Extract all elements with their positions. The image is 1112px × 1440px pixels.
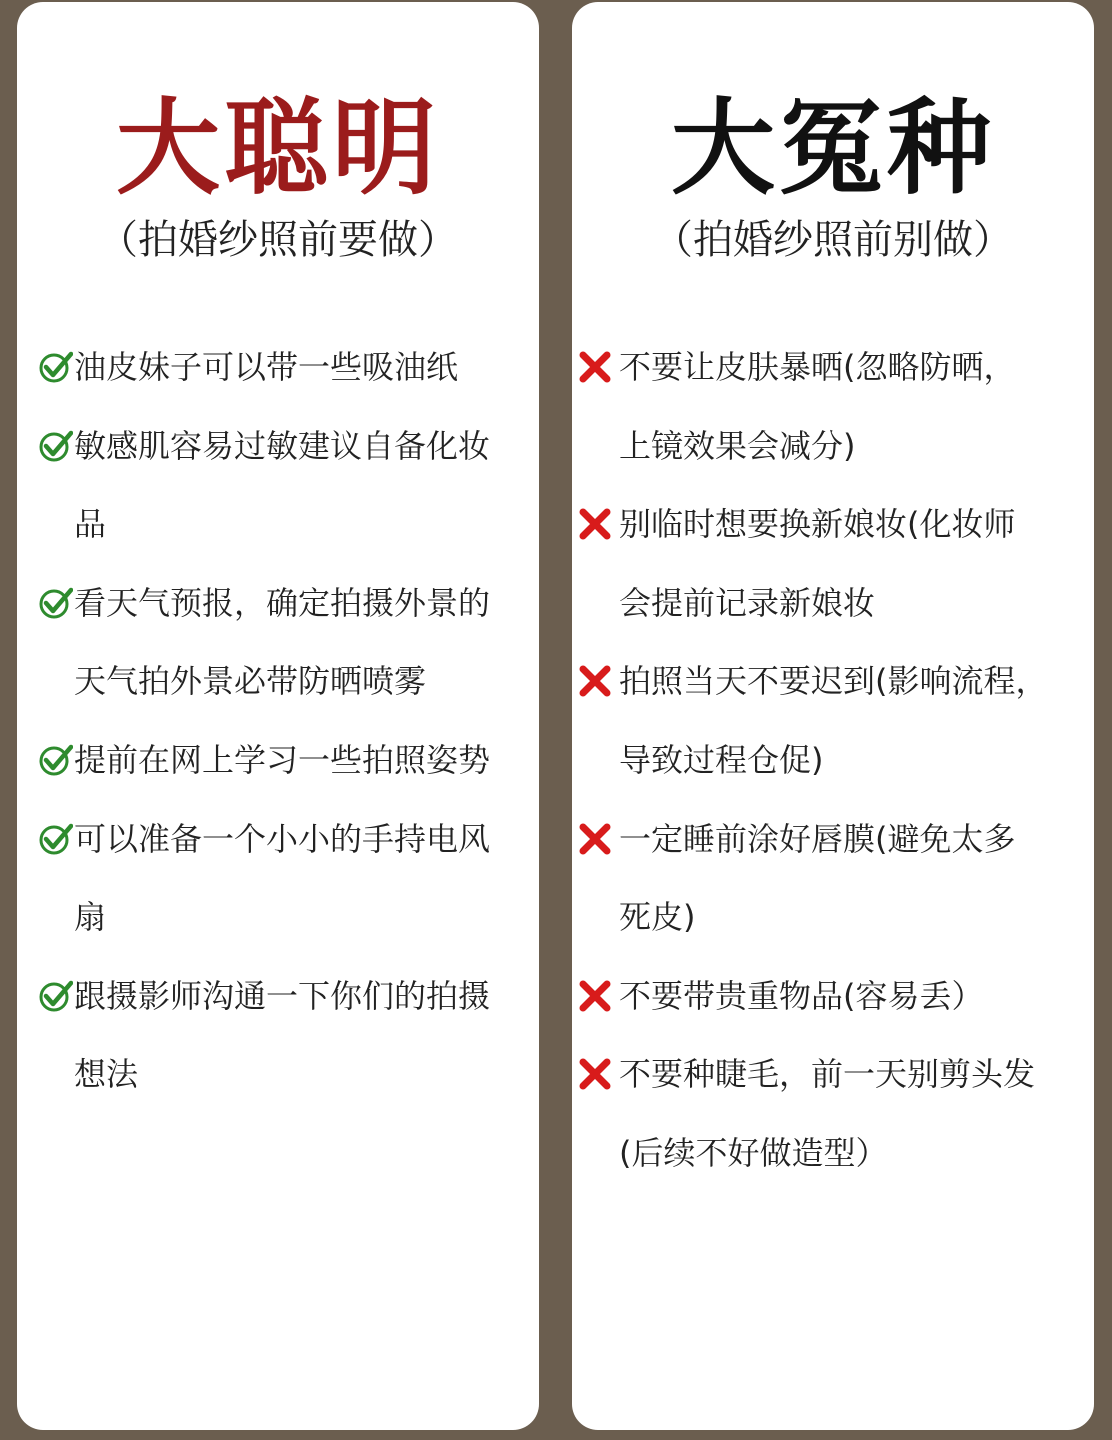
- check-icon: [39, 822, 73, 856]
- smart-item: [17, 957, 539, 1114]
- smart-item-line: 天气拍外景必带防晒喷雾: [74, 662, 427, 701]
- dont-card: [572, 2, 1094, 1430]
- smart-title: 大聪明: [115, 87, 440, 209]
- dont-list: [572, 328, 1094, 1193]
- smart-card: [17, 2, 539, 1430]
- dont-item-line: 不要带贵重物品(容易丢）: [619, 976, 984, 1015]
- smart-list: [17, 328, 539, 1114]
- smart-item: [17, 721, 539, 800]
- dont-item-line: 会提前记录新娘妆: [619, 583, 876, 622]
- cross-icon: [578, 664, 612, 698]
- smart-item: [17, 407, 539, 564]
- dont-item-line: 一定睡前涂好唇膜(避免太多: [619, 819, 1016, 858]
- smart-item-line: 想法: [74, 1055, 139, 1094]
- dont-item: [572, 957, 1094, 1036]
- check-icon: [39, 586, 73, 620]
- cross-icon: [578, 507, 612, 541]
- dont-item-line: 上镜效果会减分): [619, 426, 856, 465]
- smart-item-line: 看天气预报，确定拍摄外景的: [74, 583, 491, 622]
- dont-item-line: 别临时想要换新娘妆(化妆师: [619, 505, 1016, 544]
- smart-item-line: 跟摄影师沟通一下你们的拍摄: [74, 976, 491, 1015]
- dont-subtitle: （拍婚纱照前别做）: [653, 217, 1013, 263]
- dont-item-line: 死皮): [619, 898, 696, 937]
- smart-item-line: 提前在网上学习一些拍照姿势: [74, 740, 491, 779]
- dont-item: [572, 328, 1094, 485]
- check-icon: [39, 429, 73, 463]
- dont-item-line: 导致过程仓促): [619, 740, 824, 779]
- cross-icon: [578, 1057, 612, 1091]
- dont-item: [572, 1035, 1094, 1192]
- dont-item: [572, 800, 1094, 957]
- dont-item-line: (后续不好做造型）: [619, 1133, 888, 1172]
- dont-item-line: 不要种睫毛，前一天别剪头发: [619, 1055, 1036, 1094]
- dont-title: 大冤种: [670, 87, 995, 209]
- smart-item-line: 品: [74, 505, 107, 544]
- dont-item-line: 拍照当天不要迟到(影响流程，: [619, 662, 1048, 701]
- check-icon: [39, 350, 73, 384]
- smart-item-line: 油皮妹子可以带一些吸油纸: [74, 348, 459, 386]
- dont-item: [572, 642, 1094, 799]
- cross-icon: [578, 979, 612, 1013]
- smart-item: [17, 328, 539, 407]
- check-icon: [39, 743, 73, 777]
- check-icon: [39, 979, 73, 1013]
- smart-item-line: 可以准备一个小小的手持电风: [74, 819, 491, 858]
- dont-item-line: 不要让皮肤暴晒(忽略防晒，: [619, 348, 1016, 386]
- smart-subtitle: （拍婚纱照前要做）: [98, 217, 458, 263]
- cross-icon: [578, 350, 612, 384]
- dont-item: [572, 485, 1094, 642]
- smart-item: [17, 800, 539, 957]
- smart-item-line: 扇: [74, 898, 107, 937]
- cross-icon: [578, 822, 612, 856]
- smart-item-line: 敏感肌容易过敏建议自备化妆: [74, 426, 491, 465]
- smart-item: [17, 564, 539, 721]
